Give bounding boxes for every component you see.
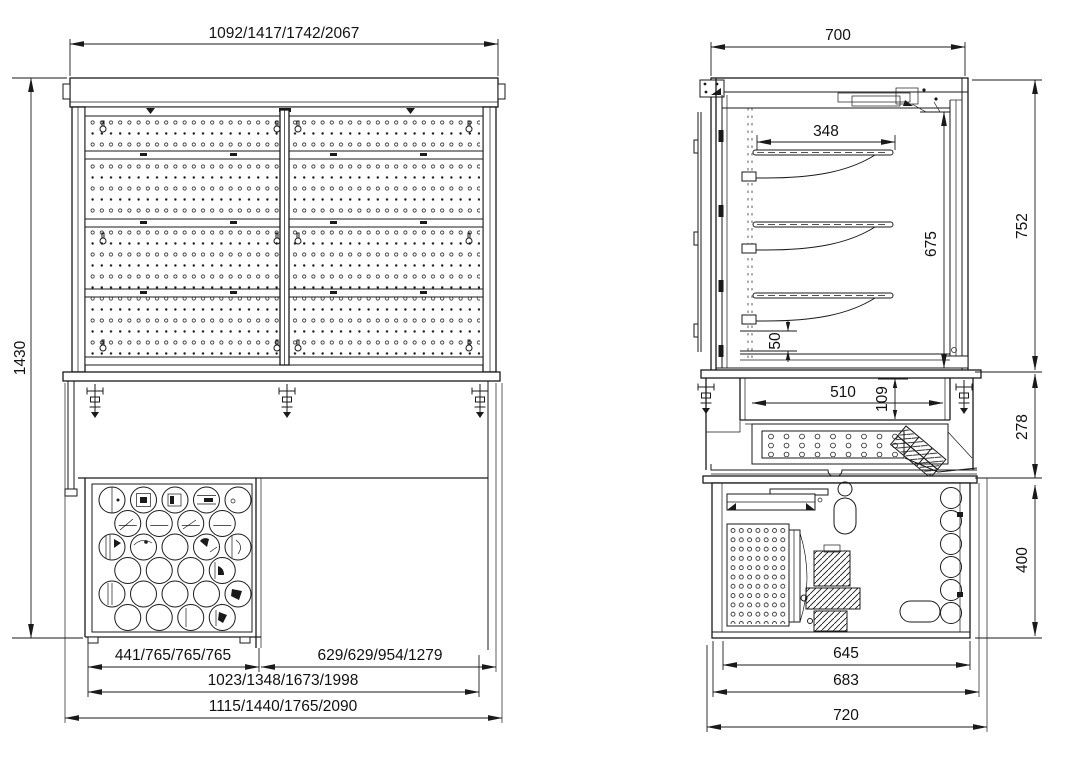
dim-side-depth: [711, 27, 965, 76]
mounting-stud: [956, 380, 972, 414]
dim-side-counter-height: [975, 374, 1042, 478]
mounting-bolt: [472, 384, 488, 418]
mounting-bolt: [279, 384, 295, 418]
dim-front-top-width: [70, 25, 498, 76]
dim-label: 441/765/765/765: [114, 647, 232, 664]
dim-front-base-left: [88, 641, 259, 672]
dim-label: 752: [1014, 213, 1031, 239]
dim-label: 348: [813, 123, 839, 140]
dim-label: 1092/1417/1742/2067: [208, 25, 360, 42]
dim-label: 700: [825, 27, 851, 44]
front-right-post: [483, 107, 496, 372]
mounting-bolt: [87, 384, 103, 418]
dim-label: 1115/1440/1765/2090: [208, 698, 358, 715]
dim-side-base-height: [975, 485, 1042, 638]
canopy-left-tab: [63, 84, 70, 99]
dim-label: 1430: [12, 340, 29, 376]
dim-label: 50: [767, 332, 784, 350]
dim-label: 278: [1014, 414, 1031, 440]
front-counter: [63, 372, 500, 381]
dim-label: 629/629/954/1279: [317, 647, 443, 664]
dim-label: 510: [830, 384, 856, 401]
front-view: [12, 25, 505, 723]
front-vent-grille: [85, 478, 261, 648]
dim-label: 683: [833, 672, 859, 689]
dim-front-base-right: [261, 383, 496, 672]
dim-label: 109: [874, 386, 891, 412]
dim-side-base-inner-depth: [723, 641, 970, 670]
dim-side-well-depth: [874, 379, 908, 419]
dim-label: 1023/1348/1673/1998: [207, 672, 359, 689]
dim-label: 720: [833, 707, 859, 724]
dim-label: 675: [923, 231, 940, 257]
canopy-right-tab: [498, 84, 505, 99]
dim-side-well-width: [752, 384, 943, 403]
front-center-mullion: [280, 110, 289, 365]
front-canopy: [63, 78, 505, 107]
dim-side-display-height: [972, 80, 1042, 372]
mounting-stud: [698, 380, 714, 414]
front-left-post: [72, 107, 85, 372]
dim-label: 645: [833, 645, 859, 662]
side-machinery-compartment: [703, 476, 977, 638]
side-view: [694, 27, 1042, 732]
dim-label: 400: [1014, 547, 1031, 573]
